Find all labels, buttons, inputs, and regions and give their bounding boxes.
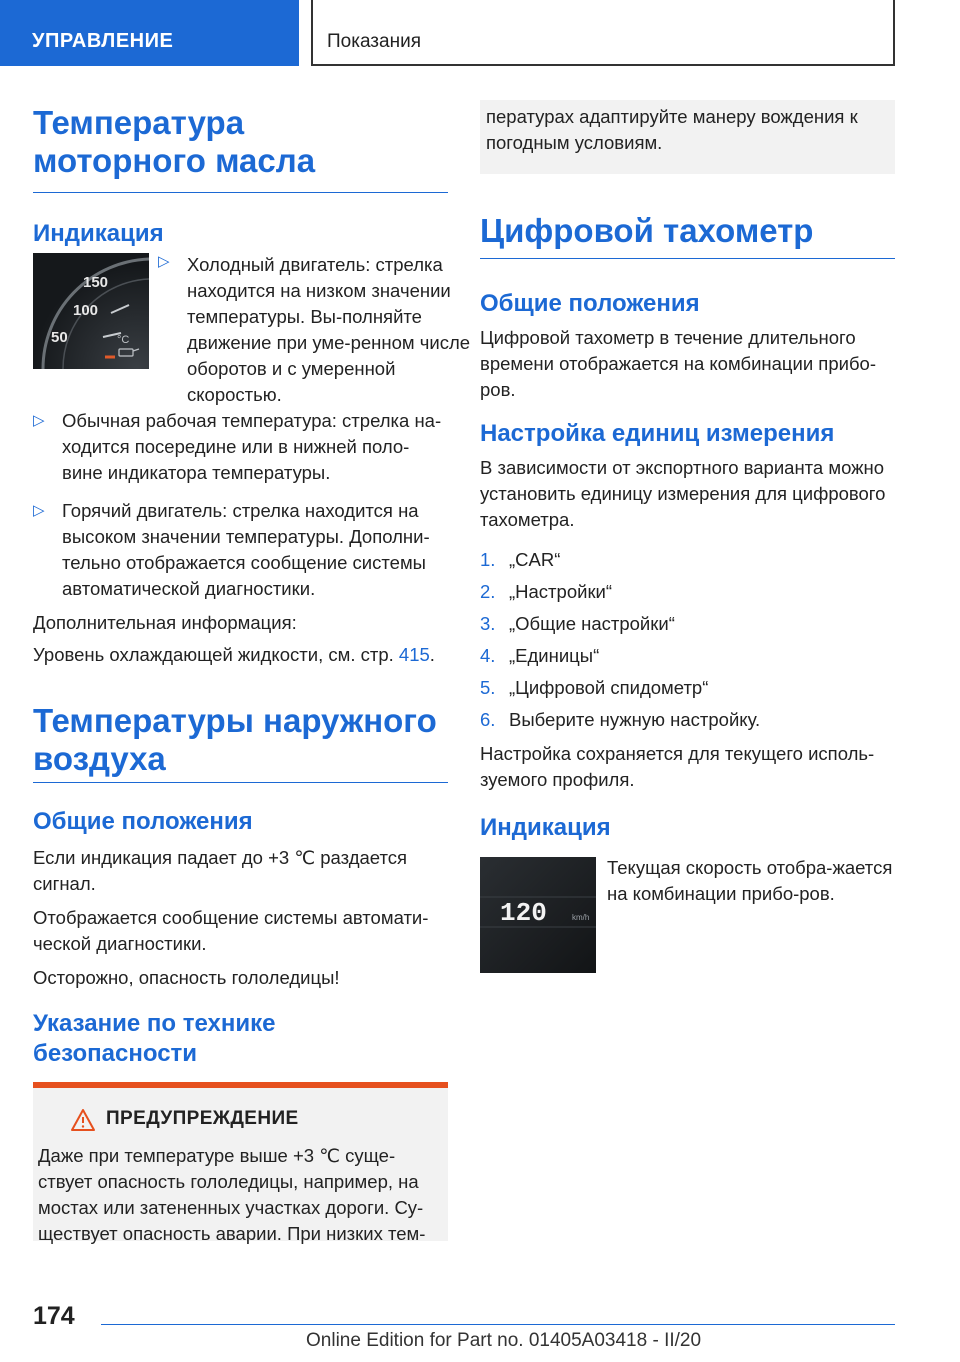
tacho-display-heading: Индикация [480, 814, 611, 841]
bullet-cold-engine [158, 252, 487, 408]
bullet-hot-engine [33, 498, 448, 602]
tacho-display-text: Текущая скорость отобра-жается на комбинации прибо-ров. [607, 857, 893, 904]
units-heading: Настройка единиц измерения [480, 420, 835, 447]
step-text: „Единицы“ [509, 645, 600, 666]
step-number: 2. [480, 581, 496, 602]
step-item [480, 579, 895, 605]
tacho-graphic [480, 857, 596, 973]
footer-edition: Online Edition for Part no. 01405A03418 - II/20 [306, 1330, 702, 1351]
warning-box [33, 1088, 448, 1244]
step-number: 1. [480, 549, 496, 570]
bullet-normal-temp [33, 408, 448, 486]
triangle-bullet-icon: ▷ [158, 253, 170, 270]
title-rule [480, 258, 895, 259]
warning-title: ПРЕДУПРЕЖДЕНИЕ [106, 1108, 299, 1129]
left-column [33, 104, 448, 249]
outside-general-p1: Если индикация падает до +3 ℃ раздается сигнал. [33, 847, 407, 894]
warning-text: Даже при температуре выше +3 ℃ суще-ствует опасность гололедицы, например, на мостах или затененных участках дороги. Су-ществует опасность аварии. При низких тем- [38, 1145, 426, 1244]
step-text: „Общие настройки“ [509, 613, 675, 634]
step-item [480, 675, 895, 701]
warning-triangle-icon [70, 1108, 96, 1137]
step-text: „Настройки“ [509, 581, 613, 602]
warning-continued-box [480, 100, 895, 174]
step-item [480, 611, 895, 637]
coolant-ref-end: . [429, 644, 435, 665]
outside-temp-title: Температуры наружного воздуха [33, 702, 437, 777]
oil-display-heading: Индикация [33, 220, 164, 247]
footer-rule [101, 1324, 895, 1325]
tachometer-title: Цифровой тахометр [480, 212, 814, 249]
step-item [480, 707, 895, 733]
bullet-text: Холодный двигатель: стрелка находится на низком значении температуры. Вы-полняйте движение при уме-ренном числе оборотов и с умеренной скоростью. [187, 254, 471, 405]
more-info-text: Дополнительная информация: [33, 612, 297, 633]
saved-profile-text: Настройка сохраняется для текущего исполь-зуемого профиля. [480, 743, 875, 790]
chapter-tab: УПРАВЛЕНИЕ [0, 0, 299, 66]
tachometer-section [480, 212, 895, 843]
step-number: 6. [480, 709, 496, 730]
step-number: 5. [480, 677, 496, 698]
outside-general-p2: Отображается сообщение системы автомати-ческой диагностики. [33, 907, 429, 954]
gauge-unit: °C [117, 334, 130, 346]
step-item [480, 547, 895, 573]
step-text: „CAR“ [509, 549, 561, 570]
step-text: Выберите нужную настройку. [509, 709, 761, 730]
left-bullets-lower [33, 408, 448, 668]
step-text: „Цифровой спидометр“ [509, 677, 709, 698]
oil-temp-title: Температура моторного масла [33, 104, 316, 179]
bullet-text: Горячий двигатель: стрелка находится на высоком значении температуры. Дополни-тельно отображается сообщение системы автоматической диагностики. [62, 500, 430, 599]
gauge-label-50: 50 [51, 329, 68, 346]
title-rule [33, 192, 448, 193]
triangle-bullet-icon: ▷ [33, 412, 45, 429]
units-text: В зависимости от экспортного варианта можно установить единицу измерения для цифрового тахометра. [480, 457, 886, 530]
coolant-ref-text: Уровень охлаждающей жидкости, см. стр. [33, 644, 394, 665]
section-title: Показания [311, 0, 895, 66]
tacho-speed-value: 120 [500, 898, 547, 928]
warning-continued-text: пературах адаптируйте манеру вождения к погодным условиям. [486, 106, 858, 153]
steps-list [480, 547, 895, 733]
safety-heading: Указание по технике безопасности [33, 1010, 276, 1067]
step-item [480, 643, 895, 669]
outside-temp-section [33, 702, 448, 1069]
step-number: 3. [480, 613, 496, 634]
gauge-label-100: 100 [73, 302, 99, 319]
outside-general-p3: Осторожно, опасность гололедицы! [33, 967, 340, 988]
coolant-ref [33, 642, 448, 668]
triangle-bullet-icon: ▷ [33, 502, 45, 519]
oil-temp-gauge-image [33, 253, 149, 369]
coolant-page-link[interactable]: 415 [398, 644, 430, 665]
bullet-text: Обычная рабочая температура: стрелка на-ходится посередине или в нижней поло-вине индикатора температуры. [62, 410, 442, 483]
tacho-general-heading: Общие положения [480, 290, 700, 317]
title-rule [33, 782, 448, 783]
page-number: 174 [33, 1302, 75, 1330]
outside-general-heading: Общие положения [33, 808, 253, 835]
tacho-speed-unit: km/h [572, 913, 590, 922]
step-number: 4. [480, 645, 496, 666]
gauge-label-150: 150 [83, 274, 109, 291]
gauge-graphic [33, 253, 149, 369]
tacho-general-text: Цифровой тахометр в течение длительного времени отображается на комбинации прибо-ров. [480, 327, 876, 400]
digital-tachometer-image [480, 857, 596, 973]
